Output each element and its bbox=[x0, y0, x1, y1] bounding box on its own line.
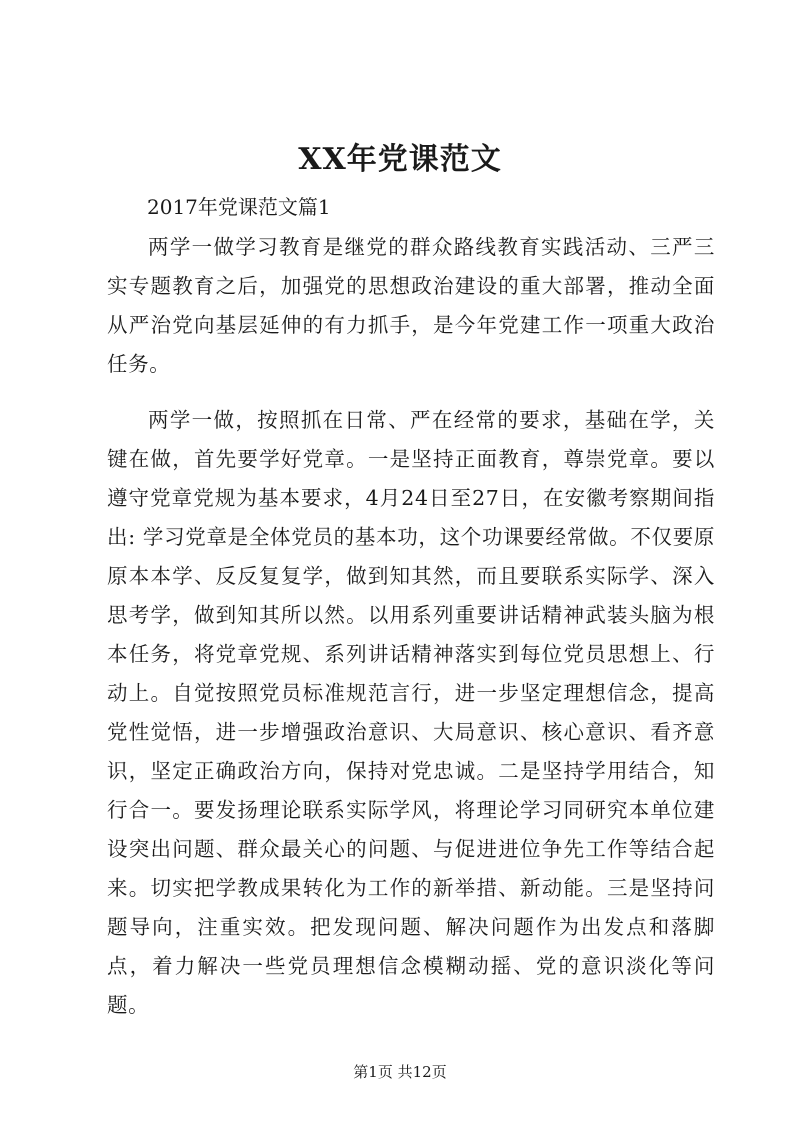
paragraph-2: 两学一做，按照抓在日常、严在经常的要求，基础在学，关键在做，首先要学好党章。一是坚持正面教育，尊崇党章。要以遵守党章党规为基本要求，4月24日至27日，在安徽考察期间指出: 学习党章是全体党员的基本功，这个功课要经常做。不仅要原原本本学、反反复复学，做到知其然，而且要联系实际学、深入思考学，做到知其所以然。以用系列重要讲话精神武装头脑为根本任务，将党章党规、系列讲话精神落实到每位党员思想上、行动上。自觉按照党员标准规范言行，进一步坚定理想信念，提高党性觉悟，进一步增强政治意识、大局意识、核心意识、看齐意识，坚定正确政治方向，保持对党忠诚。二是坚持学用结合，知行合一。要发扬理论联系实际学风，将理论学习同研究本单位建设突出问题、群众最关心的问题、与促进进位争先工作等结合起来。切实把学教成果转化为工作的新举措、新动能。三是坚持问题导向，注重实效。把发现问题、解决问题作为出发点和落脚点，着力解决一些党员理想信念模糊动摇、党的意识淡化等问题。 bbox=[107, 408, 715, 1017]
section-heading: 2017年党课范文篇1 bbox=[147, 195, 331, 219]
document-title: XX年党课范文 bbox=[298, 142, 502, 177]
page-footer: 第1页 共12页 bbox=[353, 1063, 447, 1081]
document-body bbox=[107, 190, 715, 1025]
paragraph-1: 两学一做学习教育是继党的群众路线教育实践活动、三严三实专题教育之后，加强党的思想政治建设的重大部署，推动全面从严治党向基层延伸的有力抓手，是今年党建工作一项重大政治任务。 bbox=[107, 235, 715, 376]
